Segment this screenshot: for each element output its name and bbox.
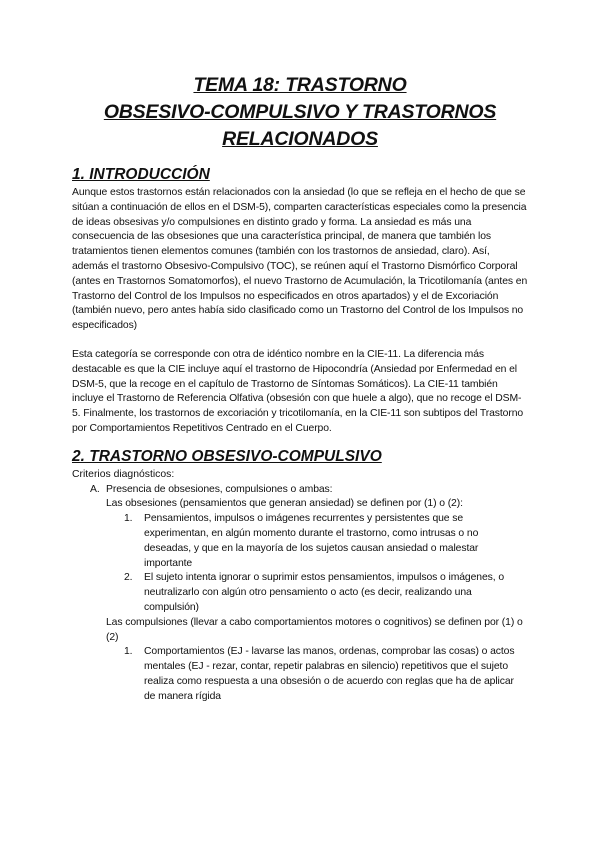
obsession-2-text: El sujeto intenta ignorar o suprimir estos pensamientos, impulsos o imágenes, o neutralizarlo con algún otro pensamiento o acto (es decir, realizando una compulsión): [144, 572, 504, 613]
section-2-heading: 2. TRASTORNO OBSESIVO-COMPULSIVO: [72, 447, 382, 465]
compulsions-intro: Las compulsiones (llevar a cabo comportamientos motores o cognitivos) se definen por (1) o (2): [106, 616, 523, 643]
title-line-1: TEMA 18: TRASTORNO: [193, 74, 407, 96]
obsession-1-text: Pensamientos, impulsos o imágenes recurrentes y persistentes que se experimentan, en algún momento durante el trastorno, como intrusas o no deseadas, y que en la mayoría de los sujetos causan ansiedad o malestar importante: [144, 513, 479, 569]
criterion-a: [72, 483, 528, 498]
section-1-heading: 1. INTRODUCCIÓN: [72, 166, 210, 183]
compulsion-item: [72, 645, 528, 704]
document-title: [72, 72, 528, 153]
section-1-paragraph-2: Esta categoría se corresponde con otra de idéntico nombre en la CIE-11. La diferencia más destacable es que la CIE incluye aquí el trastorno de Hipocondría (Ansiedad por Enfermedad en el DSM-5, que la recoge en el capítulo de Trastorno de Síntomas Somáticos). La CIE-11 también incluye el Trastorno de Referencia Olfativa (obsesión con que huele a algo), que no recoge el DSM-5. Finalmente, los trastornos de excoriación y tricotilomanía, en la CIE-11 son subtipos del Trastorno por Comportamientos Repetitivos Centrado en el Cuerpo.: [72, 348, 524, 434]
criterion-a-marker: A.: [90, 483, 100, 495]
title-line-2: OBSESIVO-COMPULSIVO Y TRASTORNOS: [103, 101, 497, 123]
section-1-paragraph-1: Aunque estos trastornos están relacionados con la ansiedad (lo que se refleja en el hecho de que se sitúan a continuación de ellos en el DSM-5), comparten características especiales como la presencia de ideas obsesivas y/o compulsiones en distinto grado y forma. La ansiedad es más una consecuencia de las obsesiones que una característica principal, de manera que también los tratamientos tienen elementos comunes (también con los trastornos de ansiedad, claro). Así, además el trastorno Obsesivo-Compulsivo (TOC), se reúnen aquí el Trastorno Dismórfico Corporal (antes en Trastornos Somatomorfos), el nuevo Trastorno de Acumulación, la Tricotilomanía (antes en Trastorno del Control de los Impulsos no especificados en otros apartados) y el de Excoriación (también nuevo, pero antes había sido clasificado como un Trastorno del Control de los Impulsos no especificados): [72, 187, 528, 332]
obsession-1-marker: 1.: [124, 513, 133, 525]
obsessions-intro: Las obsesiones (pensamientos que generan ansiedad) se definen por (1) o (2):: [106, 498, 463, 510]
obsession-2-marker: 2.: [124, 572, 133, 584]
obsession-item: [72, 512, 528, 571]
obsession-item: [72, 571, 528, 615]
compulsion-1-marker: 1.: [124, 646, 133, 658]
criterion-a-text: Presencia de obsesiones, compulsiones o ambas:: [106, 483, 333, 495]
compulsion-1-text: Comportamientos (EJ - lavarse las manos, ordenas, comprobar las cosas) o actos mentales (EJ - rezar, contar, repetir palabras en silencio) repetitivos que el sujeto realiza como respuesta a una obsesión o de acuerdo con reglas que ha de aplicar de manera rígida: [144, 646, 515, 702]
criteria-label: Criterios diagnósticos:: [72, 468, 175, 480]
title-line-3: RELACIONADOS: [222, 128, 378, 150]
